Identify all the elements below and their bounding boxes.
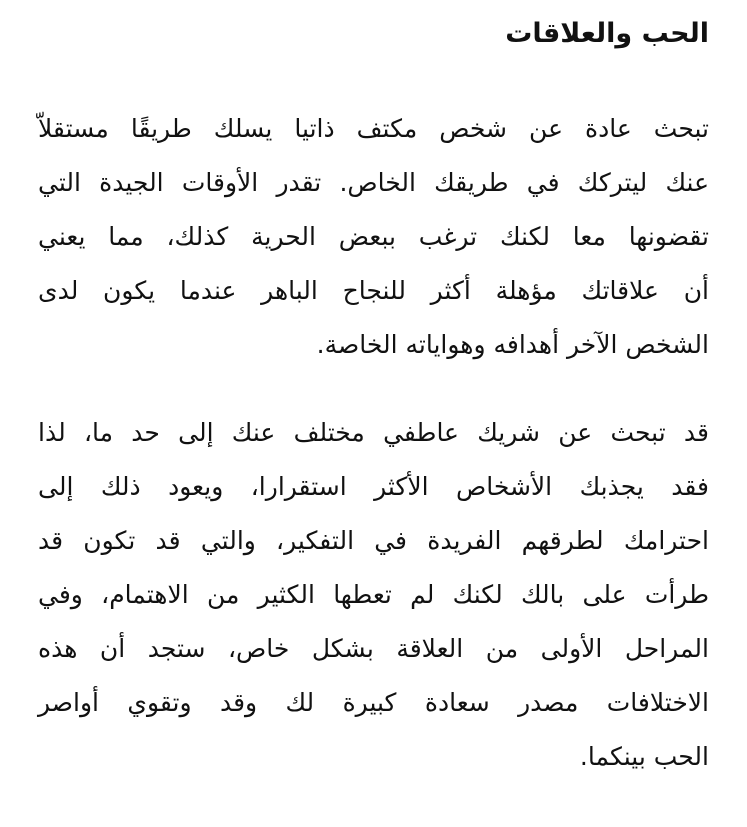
paragraph-1-line-3: تقضونها معا لكنك ترغب ببعض الحرية كذلك، مما يعني <box>38 222 709 251</box>
paragraph-1 <box>38 102 709 372</box>
paragraph-2-line-7: الحب بينكما. <box>579 742 709 771</box>
paragraph-2-line-1: قد تبحث عن شريك عاطفي مختلف عنك إلى حد ما، لذا <box>38 418 709 447</box>
paragraph-2-line-2: فقد يجذبك الأشخاص الأكثر استقرارا، ويعود ذلك إلى <box>38 472 709 501</box>
paragraph-2 <box>38 406 709 784</box>
paragraph-2-line-4: طرأت على بالك لكنك لم تعطها الكثير من الاهتمام، وفي <box>38 580 709 609</box>
paragraph-2-line-3: احترامك لطرقهم الفريدة في التفكير، والتي قد تكون قد <box>38 526 709 555</box>
paragraph-2-line-5: المراحل الأولى من العلاقة بشكل خاص، ستجد أن هذه <box>38 634 709 663</box>
document-title: الحب والعلاقات <box>505 18 709 49</box>
paragraph-1-line-1: تبحث عادة عن شخص مكتف ذاتيا يسلك طريقًا مستقلاّ <box>38 114 709 143</box>
paragraph-1-line-4: أن علاقاتك مؤهلة أكثر للنجاح الباهر عندما يكون لدى <box>38 276 709 305</box>
paragraph-2-line-6: الاختلافات مصدر سعادة كبيرة لك وقد وتقوي أواصر <box>38 688 709 717</box>
paragraph-1-line-2: عنك ليتركك في طريقك الخاص. تقدر الأوقات الجيدة التي <box>38 168 709 197</box>
paragraph-1-line-5: الشخص الآخر أهدافه وهواياته الخاصة. <box>316 330 709 359</box>
